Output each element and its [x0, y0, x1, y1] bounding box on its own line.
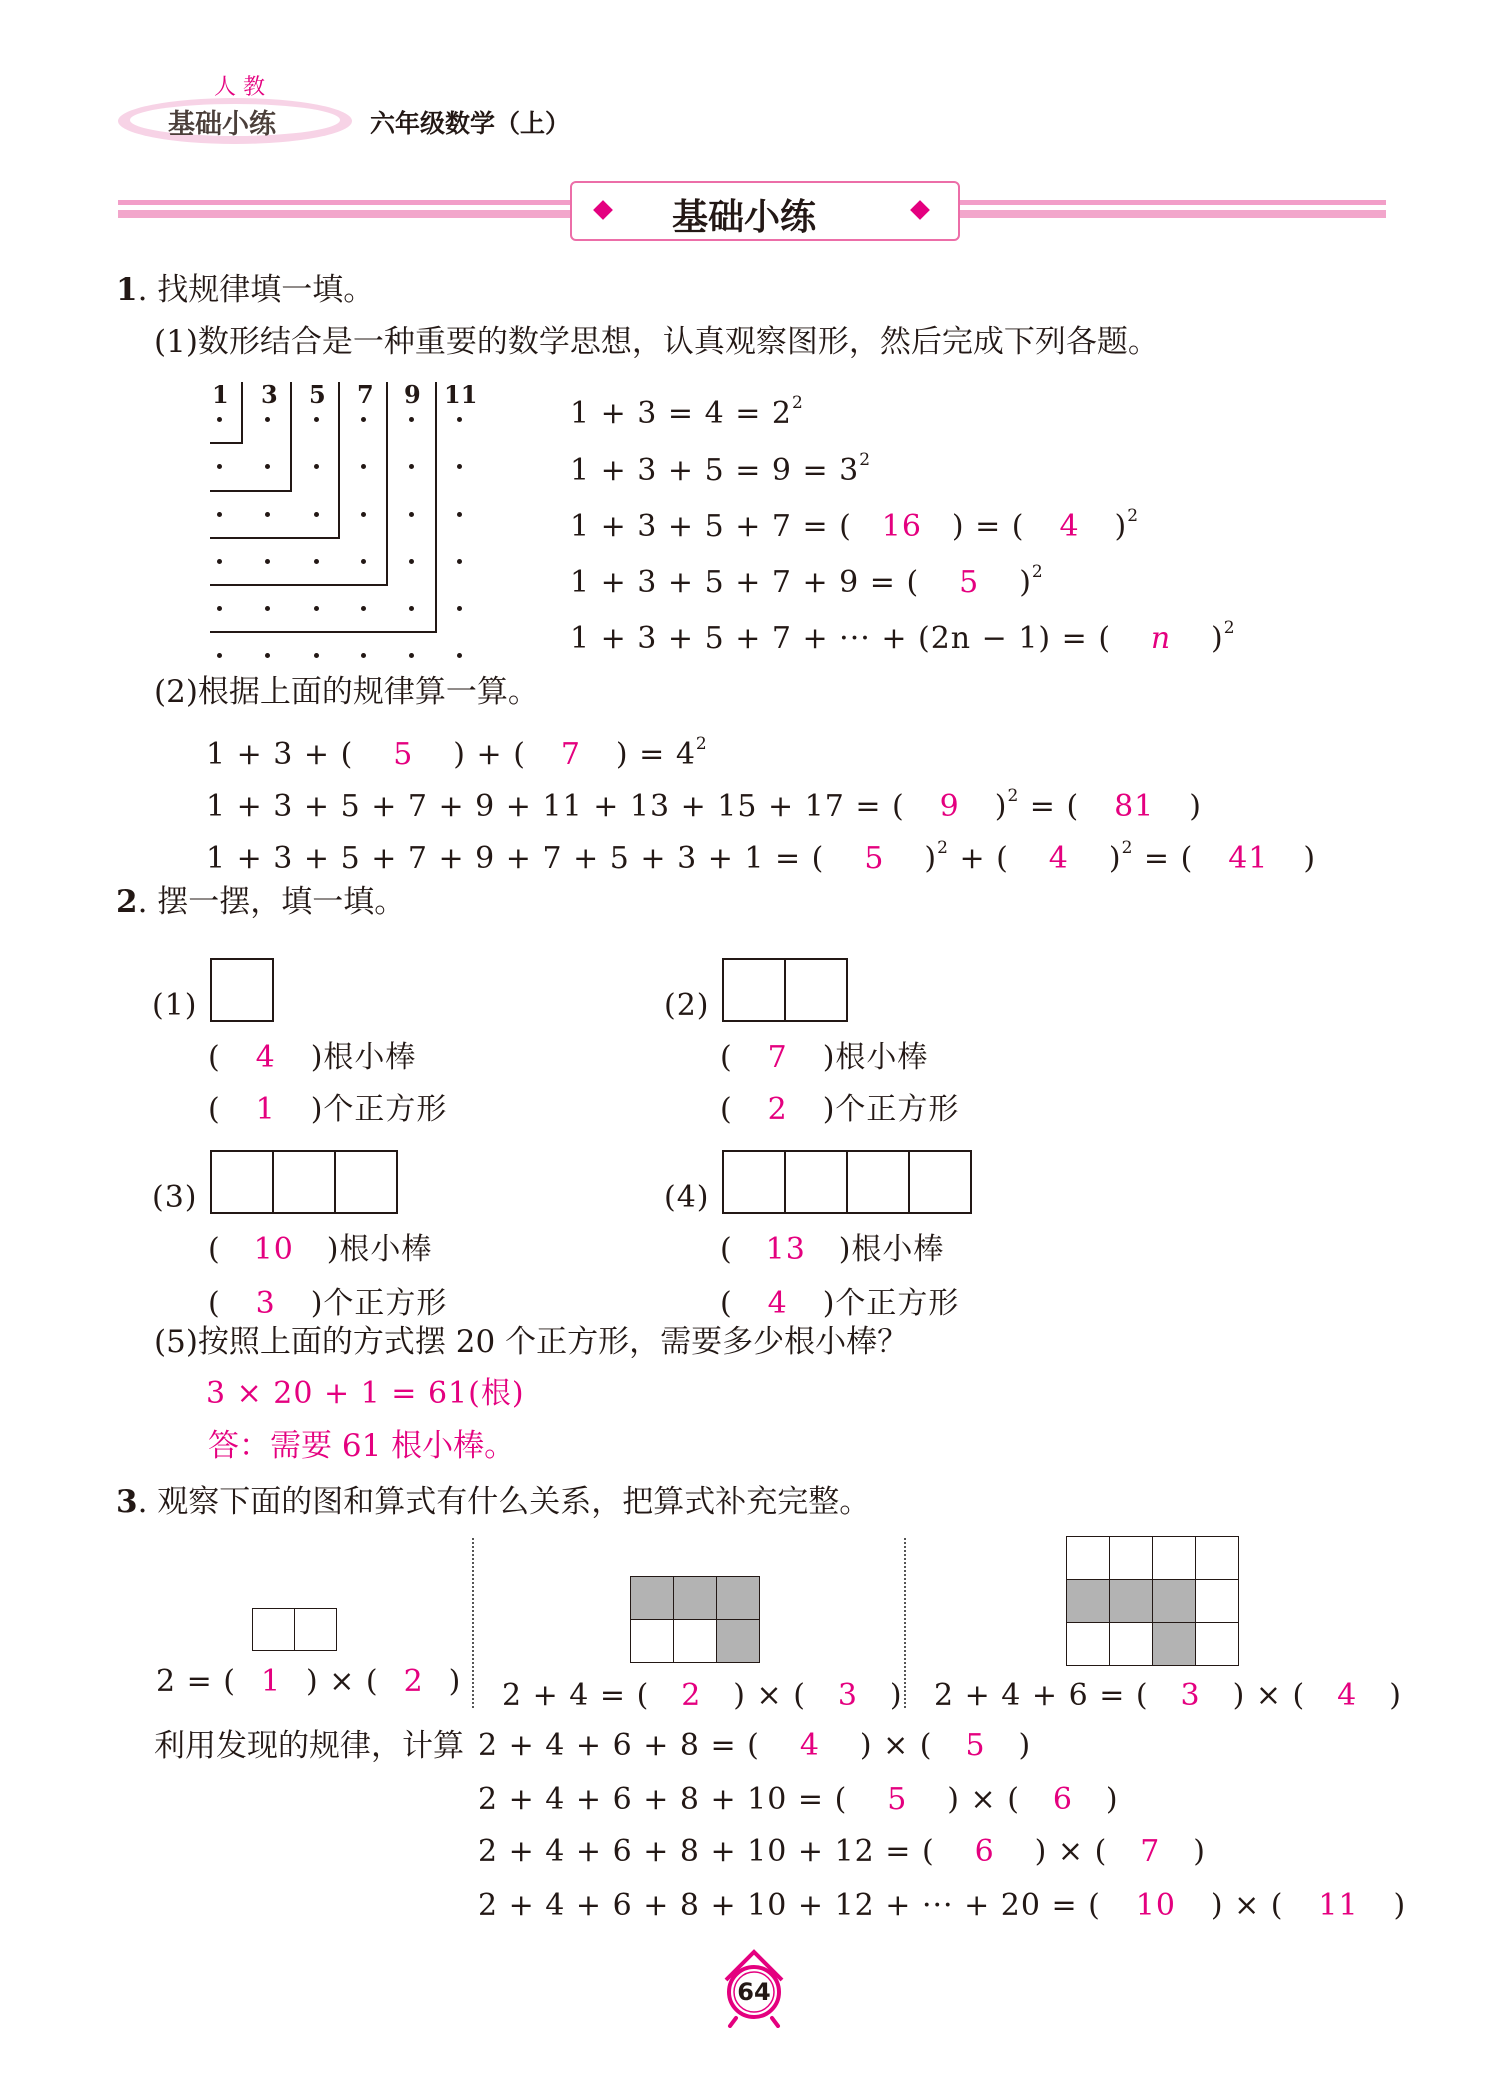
grid-dot [217, 464, 222, 469]
stick-square [908, 1150, 972, 1214]
title-band-right-top [956, 200, 1386, 205]
q3-result-4: 2 + 4 + 6 + 8 + 10 + 12 + ··· + 20 = ( 10 ) × ( 11 ) [478, 1888, 1407, 1923]
grid-dot [265, 512, 270, 517]
q2-item3-squares: ( 3 )个正方形 [208, 1286, 448, 1321]
grid-dot [217, 606, 222, 611]
grid-dot [361, 606, 366, 611]
grid-dot [265, 606, 270, 611]
q2-item4-squares: ( 4 )个正方形 [720, 1286, 960, 1321]
grid-cell [673, 1619, 717, 1663]
calc-line-2: 1 + 3 + 5 + 7 + 9 + 11 + 13 + 15 + 17 = ( 9 )$^2$ = ( 81 ) [206, 786, 1202, 824]
grid-dot [457, 512, 462, 517]
grid-cell [1066, 1622, 1110, 1666]
grid-dot [314, 512, 319, 517]
grid-divider-vertical [435, 382, 437, 631]
grid-dot [314, 464, 319, 469]
grid-cell [1152, 1536, 1196, 1580]
grid-dot [265, 653, 270, 658]
section-title: 基础小练 [672, 197, 817, 238]
q3-formula-3: 2 + 4 + 6 = ( 3 ) × ( 4 ) [934, 1678, 1402, 1713]
stick-square [846, 1150, 910, 1214]
title-band-left-top [118, 200, 570, 205]
grid-cell [294, 1608, 337, 1651]
grid-dot [361, 464, 366, 469]
q3-lead-text: 利用发现的规律，计算 [154, 1728, 464, 1764]
grid-dot [361, 512, 366, 517]
grid-cell [252, 1608, 295, 1651]
grid-divider-vertical [290, 382, 292, 490]
divider [472, 1538, 474, 1708]
grid-dot [361, 559, 366, 564]
q2-item1-squares: ( 1 )个正方形 [208, 1092, 448, 1127]
q3-result-2: 2 + 4 + 6 + 8 + 10 = ( 5 ) × ( 6 ) [478, 1782, 1119, 1817]
grid-dot [361, 417, 366, 422]
eq-line-3: 1 + 3 + 5 + 7 = ( 16 ) = ( 4 )$^2$ [570, 506, 1140, 544]
grid-dot [314, 417, 319, 422]
grid-cell [716, 1576, 760, 1620]
header-series: 基础小练 [168, 109, 276, 140]
grid-divider-horizontal [210, 490, 292, 492]
grid-cell [1109, 1579, 1153, 1623]
grid-divider-horizontal [210, 537, 340, 539]
grid-dot [457, 559, 462, 564]
q2-item3-sticks: ( 10 )根小棒 [208, 1232, 433, 1267]
grid-dot [265, 417, 270, 422]
grid-dot [409, 559, 414, 564]
grid-dot [314, 653, 319, 658]
q2-item-label: (4) [664, 1180, 710, 1215]
q2-part5-calc: 3 × 20 + 1 = 61(根) [206, 1376, 525, 1411]
grid-dot [217, 559, 222, 564]
grid-dot [409, 653, 414, 658]
divider [904, 1538, 906, 1708]
grid-dot [314, 606, 319, 611]
stick-square [784, 1150, 848, 1214]
grid-cell [1195, 1579, 1239, 1623]
q2-part5-answer: 答：需要 61 根小棒。 [208, 1428, 516, 1464]
stick-square [334, 1150, 398, 1214]
q3-result-1: 2 + 4 + 6 + 8 = ( 4 ) × ( 5 ) [478, 1728, 1032, 1763]
grid-label: 7 [357, 380, 374, 409]
grid-label: 9 [404, 380, 421, 409]
eq-line-2: $1 + 3 + 5 = 9 = 3^2$ [570, 450, 872, 488]
grid-dot [409, 606, 414, 611]
grid-cell [1066, 1536, 1110, 1580]
grid-divider-horizontal [210, 442, 243, 444]
q1-part2-text: (2)根据上面的规律算一算。 [154, 674, 539, 710]
q3-formula-2: 2 + 4 = ( 2 ) × ( 3 ) [502, 1678, 903, 1713]
grid-cell [1152, 1579, 1196, 1623]
header-publisher: 人 教 [214, 75, 265, 100]
stick-square [784, 958, 848, 1022]
q2-item-label: (2) [664, 988, 710, 1023]
grid-cell [1195, 1622, 1239, 1666]
grid-label: 3 [261, 380, 278, 409]
grid-dot [409, 464, 414, 469]
stick-square [722, 958, 786, 1022]
grid-dot [457, 464, 462, 469]
grid-dot [217, 653, 222, 658]
grid-divider-horizontal [210, 631, 437, 633]
grid-dot [409, 417, 414, 422]
q1-part1-text: (1)数形结合是一种重要的数学思想，认真观察图形，然后完成下列各题。 [154, 324, 1159, 360]
q2-item1-sticks: ( 4 )根小棒 [208, 1040, 417, 1075]
calc-line-3: 1 + 3 + 5 + 7 + 9 + 7 + 5 + 3 + 1 = ( 5 )$^2$ + ( 4 )$^2$ = ( 41 ) [206, 838, 1317, 876]
q3-heading: 3. 观察下面的图和算式有什么关系，把算式补充完整。 [116, 1484, 871, 1520]
grid-dot [265, 464, 270, 469]
grid-dot [361, 653, 366, 658]
title-band-left-bottom [118, 210, 570, 218]
grid-cell [716, 1619, 760, 1663]
eq-line-4: 1 + 3 + 5 + 7 + 9 = ( 5 )$^2$ [570, 562, 1044, 600]
grid-dot [217, 512, 222, 517]
q2-item2-squares: ( 2 )个正方形 [720, 1092, 960, 1127]
stick-square [272, 1150, 336, 1214]
grid-cell [673, 1576, 717, 1620]
header-subject: 六年级数学（上） [370, 109, 571, 138]
q2-item-label: (1) [152, 988, 198, 1023]
q2-item2-sticks: ( 7 )根小棒 [720, 1040, 929, 1075]
grid-cell [1109, 1536, 1153, 1580]
stick-square [210, 958, 274, 1022]
q2-item-label: (3) [152, 1180, 198, 1215]
grid-label: 1 [212, 380, 229, 409]
page-number: 64 [737, 1978, 771, 2006]
grid-divider-vertical [386, 382, 388, 584]
grid-dot [409, 512, 414, 517]
stick-square [210, 1150, 274, 1214]
grid-dot [457, 653, 462, 658]
grid-dot [314, 559, 319, 564]
grid-dot [457, 606, 462, 611]
q2-item4-sticks: ( 13 )根小棒 [720, 1232, 945, 1267]
grid-cell [1152, 1622, 1196, 1666]
grid-cell [1195, 1536, 1239, 1580]
title-band-right-bottom [956, 210, 1386, 218]
grid-divider-vertical [338, 382, 340, 537]
grid-divider-vertical [241, 382, 243, 442]
grid-divider-horizontal [210, 584, 388, 586]
calc-line-1: 1 + 3 + ( 5 ) + ( 7 ) = $4^2$ [206, 734, 708, 772]
grid-cell [1066, 1579, 1110, 1623]
grid-label: 11 [444, 380, 478, 409]
q3-result-3: 2 + 4 + 6 + 8 + 10 + 12 = ( 6 ) × ( 7 ) [478, 1834, 1206, 1869]
eq-line-1: $1 + 3 = 4 = 2^2$ [570, 393, 804, 431]
grid-cell [630, 1619, 674, 1663]
grid-cell [630, 1576, 674, 1620]
grid-cell [1109, 1622, 1153, 1666]
q3-formula-1: 2 = ( 1 ) × ( 2 ) [156, 1664, 462, 1699]
q1-heading: 1. 找规律填一填。 [116, 272, 375, 308]
q2-part5-text: (5)按照上面的方式摆 20 个正方形，需要多少根小棒？ [154, 1324, 909, 1360]
stick-square [722, 1150, 786, 1214]
grid-dot [217, 417, 222, 422]
grid-dot [457, 417, 462, 422]
eq-line-5: 1 + 3 + 5 + 7 + ··· + (2n − 1) = ( n )$^2$ [570, 618, 1236, 656]
grid-dot [265, 559, 270, 564]
q2-heading: 2. 摆一摆，填一填。 [116, 884, 406, 920]
grid-label: 5 [309, 380, 326, 409]
